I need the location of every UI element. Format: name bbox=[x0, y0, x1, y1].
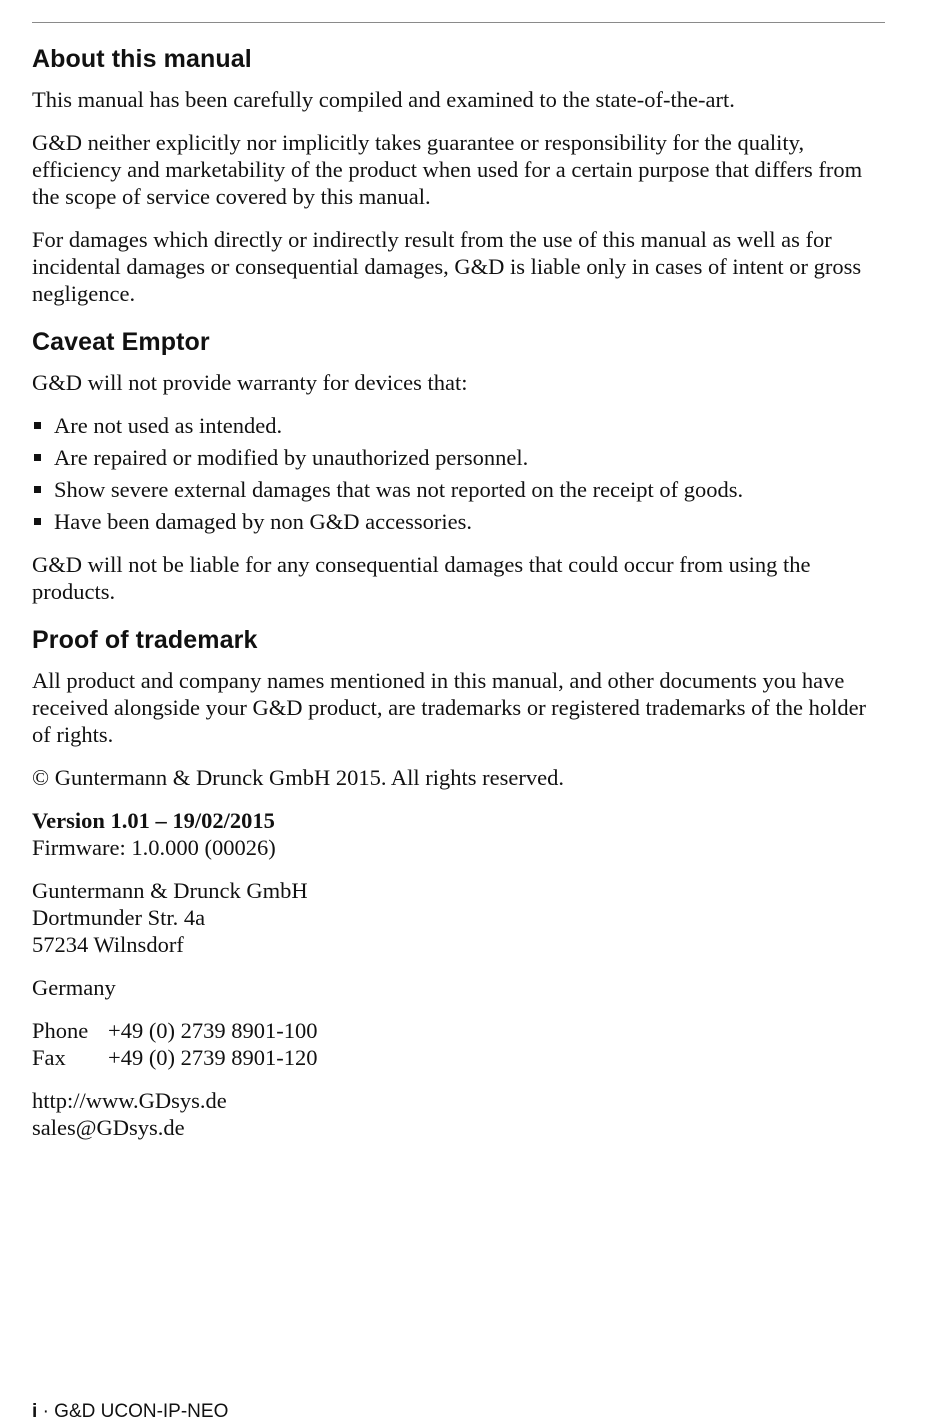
version-label: Version 1.01 – 19/02/2015 bbox=[32, 808, 275, 833]
caveat-section bbox=[32, 327, 885, 605]
list-item: Have been damaged by non G&D accessories. bbox=[32, 508, 885, 535]
about-heading: About this manual bbox=[32, 45, 252, 73]
website-link[interactable]: http://www.GDsys.de bbox=[32, 1088, 227, 1113]
country-block bbox=[32, 974, 885, 1001]
trademark-section bbox=[32, 625, 885, 791]
web-contact-block bbox=[32, 1087, 885, 1141]
copyright-notice: © Guntermann & Drunck GmbH 2015. All rights reserved. bbox=[32, 765, 565, 790]
page-footer bbox=[32, 1400, 228, 1424]
phone-number: +49 (0) 2739 8901-100 bbox=[108, 1018, 318, 1043]
document-page bbox=[32, 44, 885, 1157]
fax-row bbox=[32, 1044, 885, 1071]
phone-row bbox=[32, 1017, 885, 1044]
street-address: Dortmunder Str. 4a bbox=[32, 905, 206, 930]
about-section bbox=[32, 44, 885, 307]
about-paragraph-3: For damages which directly or indirectly result from the use of this manual as well as for incidental damages or consequential damages, G&D is liable only in cases of intent or gross negligence. bbox=[32, 227, 862, 306]
caveat-heading: Caveat Emptor bbox=[32, 328, 210, 356]
footer-separator: · bbox=[42, 1401, 49, 1422]
about-paragraph-1: This manual has been carefully compiled and examined to the state-of-the-art. bbox=[32, 87, 735, 112]
city-address: 57234 Wilnsdorf bbox=[32, 932, 184, 957]
version-block bbox=[32, 807, 885, 861]
phone-label: Phone bbox=[32, 1018, 89, 1043]
caveat-list bbox=[32, 412, 885, 535]
trademark-paragraph: All product and company names mentioned in this manual, and other documents you have received alongside your G&D product, are trademarks or registered trademarks of the holder of rights. bbox=[32, 668, 867, 747]
trademark-heading: Proof of trademark bbox=[32, 626, 258, 654]
about-paragraph-2: G&D neither explicitly nor implicitly takes guarantee or responsibility for the quality, efficiency and marketability of the product when used for a certain purpose that differs from the scope of service covered by this manual. bbox=[32, 130, 863, 209]
caveat-outro: G&D will not be liable for any consequential damages that could occur from using the products. bbox=[32, 552, 811, 604]
caveat-intro: G&D will not provide warranty for devices that: bbox=[32, 370, 468, 395]
top-rule bbox=[32, 22, 885, 23]
list-item: Are repaired or modified by unauthorized personnel. bbox=[32, 444, 885, 471]
fax-label: Fax bbox=[32, 1045, 66, 1070]
firmware-label: Firmware: 1.0.000 (00026) bbox=[32, 835, 276, 860]
address-block bbox=[32, 877, 885, 958]
list-item: Show severe external damages that was not reported on the receipt of goods. bbox=[32, 476, 885, 503]
company-name: Guntermann & Drunck GmbH bbox=[32, 878, 308, 903]
email-link[interactable]: sales@GDsys.de bbox=[32, 1115, 185, 1140]
fax-number: +49 (0) 2739 8901-120 bbox=[108, 1045, 318, 1070]
country: Germany bbox=[32, 975, 116, 1000]
list-item: Are not used as intended. bbox=[32, 412, 885, 439]
phone-fax-block bbox=[32, 1017, 885, 1071]
footer-product-name: G&D UCON-IP-NEO bbox=[54, 1401, 229, 1422]
page-number: i bbox=[32, 1401, 38, 1422]
